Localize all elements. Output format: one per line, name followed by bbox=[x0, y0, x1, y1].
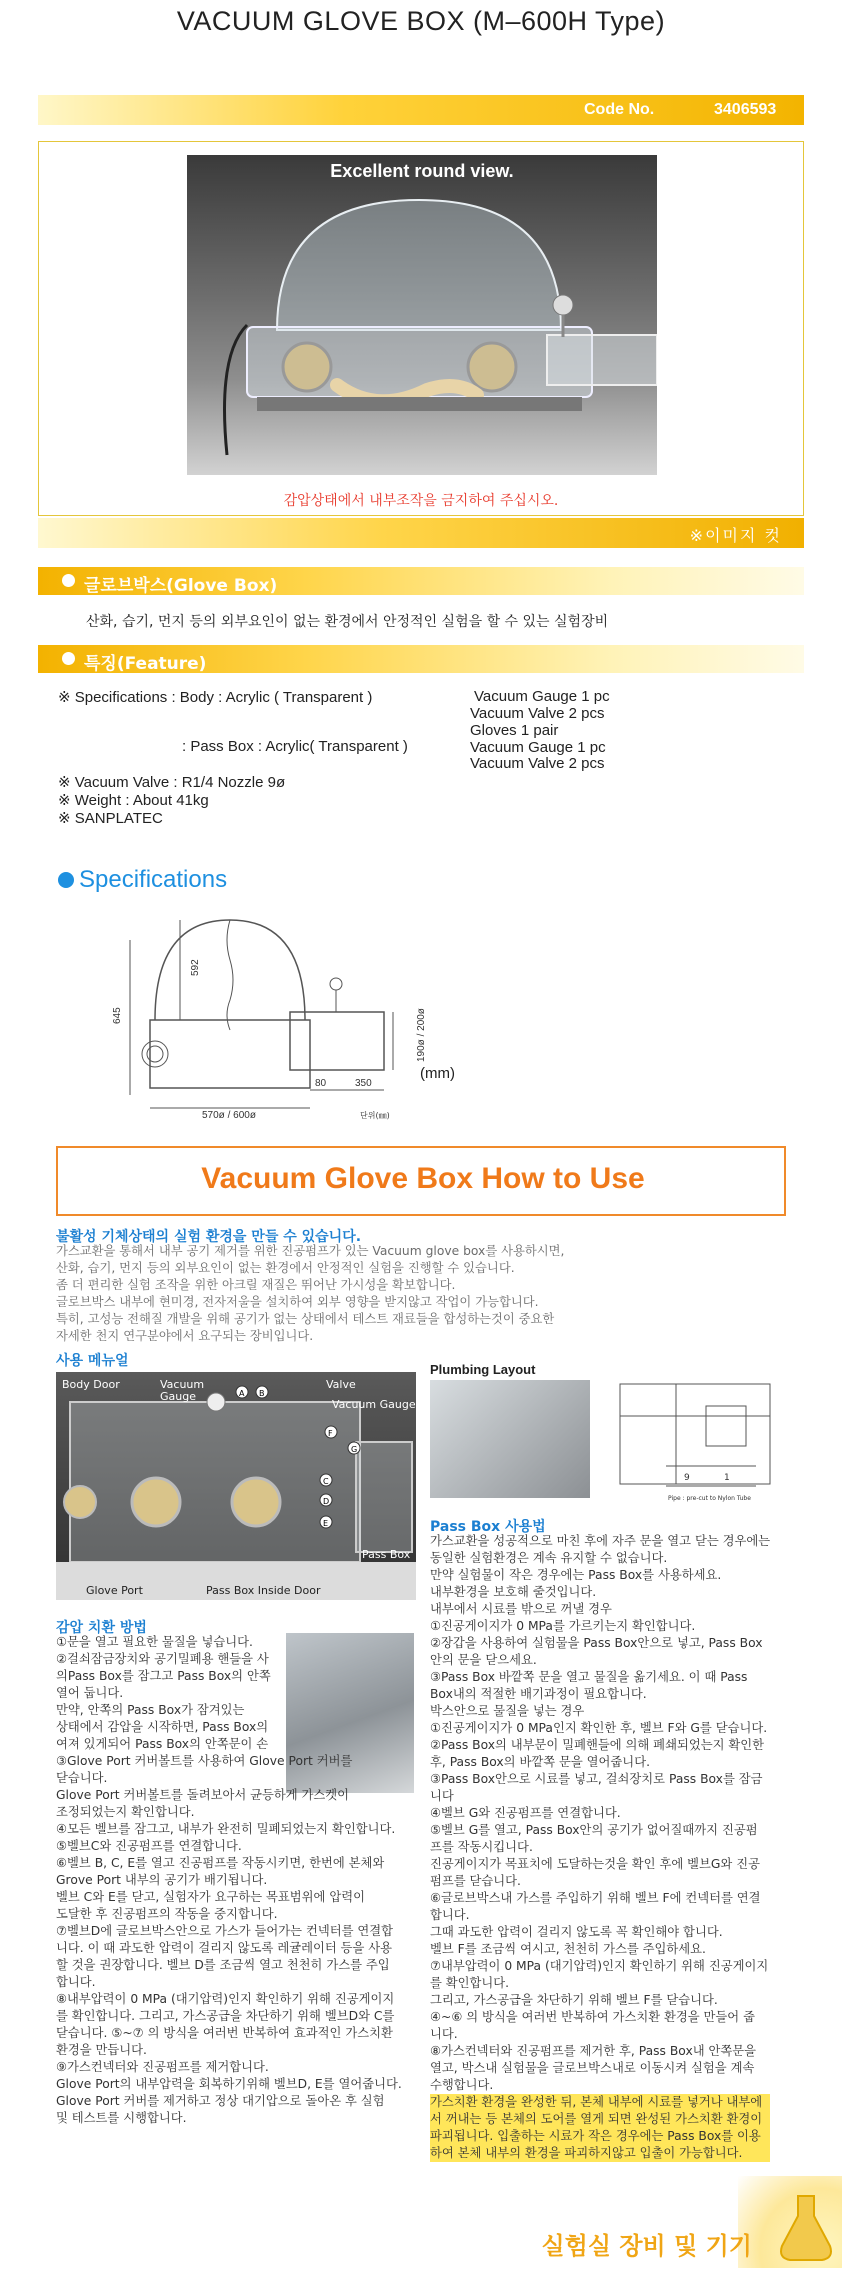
decomp-line: ②걸쇠잠금장치와 공기밀폐용 핸들을 사 bbox=[56, 1652, 269, 1666]
decomp-line: ⑨가스컨넥터와 진공펌프를 제거합니다. bbox=[56, 2060, 269, 2074]
corner-decoration bbox=[738, 2176, 842, 2268]
spec-pass: : Pass Box : Acrylic( Transparent ) bbox=[182, 738, 408, 755]
passbox-line: 수행합니다. bbox=[430, 2078, 494, 2092]
passbox-line: Box내의 적절한 배기과정이 필요합니다. bbox=[430, 1687, 647, 1701]
passbox-line: 후, Pass Box의 바깥쪽 문을 열어줍니다. bbox=[430, 1755, 650, 1769]
decomp-line: 닫습니다. ⑤~⑦ 의 방식을 여러번 반복하여 효과적인 가스치환 bbox=[56, 2026, 393, 2040]
intro-line: 글로브박스 내부에 현미경, 전자저울을 설치하여 외부 영향을 받지않고 작업이 가능합니다. bbox=[56, 1295, 539, 1309]
product-photo bbox=[187, 155, 657, 475]
spec-weight: ※ Weight : About 41kg bbox=[58, 792, 209, 809]
passbox-line: 서 꺼내는 등 본체의 도어를 열게 되면 완성된 가스치환 환경이 bbox=[430, 2111, 770, 2128]
passbox-line: 그리고, 가스공급을 차단하기 위해 벨브 F를 닫습니다. bbox=[430, 1993, 718, 2007]
passbox-line: ④벨브 G와 진공펌프를 연결합니다. bbox=[430, 1806, 621, 1820]
code-label: Code No. bbox=[584, 101, 655, 118]
intro-text bbox=[56, 1243, 564, 1345]
passbox-line: ⑧가스컨넥터와 진공펌프를 제거한 후, Pass Box내 안쪽문을 bbox=[430, 2044, 757, 2058]
label-pass-box: Pass Box bbox=[362, 1548, 411, 1561]
plumbing-note: Pipe : pre-cut to Nylon Tube bbox=[668, 1495, 751, 1502]
passbox-heading: Pass Box 사용법 bbox=[430, 1519, 546, 1535]
body-item: Vacuum Gauge 1 pc bbox=[474, 688, 610, 705]
passbox-line: ②장갑을 사용하여 실험물을 Pass Box안으로 넣고, Pass Box bbox=[430, 1636, 763, 1650]
passbox-line: 내부환경을 보호해 줄것입니다. bbox=[430, 1585, 597, 1599]
section-bar-feature bbox=[38, 645, 804, 673]
passbox-line: 그때 과도한 압력이 걸리지 않도록 꼭 확인해야 합니다. bbox=[430, 1925, 723, 1939]
intro-heading: 불활성 기체상태의 실험 환경을 만들 수 있습니다. bbox=[56, 1229, 362, 1245]
plumbing-heading: Plumbing Layout bbox=[430, 1362, 536, 1377]
decomp-line: Glove Port 커버를 제거하고 정상 대기압으로 돌아온 후 실험 bbox=[56, 2094, 385, 2108]
passbox-line: 벨브 F를 조금씩 여시고, 천천히 가스를 주입하세요. bbox=[430, 1942, 706, 1956]
passbox-line: 내부에서 시료를 밖으로 꺼낼 경우 bbox=[430, 1602, 612, 1616]
intro-line: 가스교환을 통해서 내부 공기 제거를 위한 진공펌프가 있는 Vacuum glove box를 사용하시면, bbox=[56, 1244, 565, 1258]
usage-heading: 사용 메뉴얼 bbox=[56, 1353, 129, 1369]
plumbing-num: 1 bbox=[724, 1473, 730, 1483]
passbox-line: ①진공게이지가 0 MPa인지 확인한 후, 벨브 F와 G를 닫습니다. bbox=[430, 1721, 768, 1735]
specifications-heading bbox=[58, 866, 227, 894]
passbox-line: 니다. bbox=[430, 2027, 458, 2041]
decomp-line: 상태에서 감압을 시작하면, Pass Box의 bbox=[56, 1720, 269, 1734]
decomp-line: ③Glove Port 커버볼트를 사용하여 Glove Port 커버를 bbox=[56, 1754, 353, 1768]
passbox-line: 파괴됩니다. 입출하는 시료가 작은 경우에는 Pass Box를 이용 bbox=[430, 2128, 770, 2145]
decomp-line: 할 것을 권장합니다. 벨브 D를 조금씩 열고 천천히 가스를 주입 bbox=[56, 1958, 390, 1972]
passbox-line: ④~⑥ 의 방식을 여러번 반복하여 가스치환 환경을 만들어 줍 bbox=[430, 2010, 755, 2024]
valve-letter: A bbox=[239, 1389, 245, 1398]
decomp-line: 열어 둡니다. bbox=[56, 1686, 124, 1700]
dim-dome: 592 bbox=[190, 959, 201, 976]
dim-height: 645 bbox=[112, 1007, 123, 1024]
footer-text: 실험실 장비 및 기기 bbox=[541, 2232, 752, 2260]
decomp-line: 벨브 C와 E를 닫고, 실험자가 요구하는 목표범위에 압력이 bbox=[56, 1890, 365, 1904]
label-vacuum-gauge: Vacuum Gauge bbox=[332, 1398, 416, 1411]
body-item: Gloves 1 pair bbox=[470, 722, 559, 739]
passbox-line: 를 확인합니다. bbox=[430, 1976, 510, 1990]
passbox-line: 안의 문을 닫으세요. bbox=[430, 1653, 537, 1667]
label-valve: Valve bbox=[326, 1378, 356, 1391]
valve-letter: E bbox=[323, 1519, 329, 1528]
valve-letter: B bbox=[259, 1389, 265, 1398]
valve-letter: D bbox=[323, 1497, 330, 1506]
passbox-line: 하여 본체 내부의 환경을 파괴하지않고 입출이 가능합니다. bbox=[430, 2145, 770, 2162]
howto-title-box bbox=[56, 1146, 786, 1216]
decomp-line: ①문을 열고 필요한 물질을 넣습니다. bbox=[56, 1635, 253, 1649]
dim-350: 350 bbox=[355, 1078, 372, 1089]
plumbing-diagram bbox=[606, 1376, 806, 1506]
passbox-line: ⑦내부압력이 0 MPa (대기압력)인지 확인하기 위해 진공게이지 bbox=[430, 1959, 769, 1973]
decomp-line: 환경을 만듭니다. bbox=[56, 2043, 147, 2057]
passbox-line: 동일한 실험환경은 계속 유지할 수 없습니다. bbox=[430, 1551, 668, 1565]
usage-photo bbox=[56, 1372, 416, 1600]
decomp-heading: 감압 치환 방법 bbox=[56, 1620, 147, 1636]
image-note: ※이미지 컷 bbox=[689, 526, 782, 545]
label-body-door: Body Door bbox=[62, 1378, 120, 1391]
decomp-steps bbox=[56, 1634, 402, 2127]
glovebox-illustration bbox=[187, 155, 657, 475]
valve-letter: G bbox=[351, 1445, 358, 1454]
spec-body: ※ Specifications : Body : Acrylic ( Transparent ) bbox=[58, 689, 373, 706]
section-heading-feature: 특징(Feature) bbox=[84, 654, 207, 674]
passbox-line: 프를 작동시킵니다. bbox=[430, 1840, 533, 1854]
intro-line: 산화, 습기, 먼지 등의 외부요인이 없는 환경에서 안정적인 실험을 진행할 수 있습니다. bbox=[56, 1261, 515, 1275]
passbox-line: ②Pass Box의 내부문이 밀폐핸들에 의해 폐쇄되었는지 확인한 bbox=[430, 1738, 765, 1752]
passbox-line: 박스안으로 물질을 넣는 경우 bbox=[430, 1704, 585, 1718]
decomp-line: Glove Port 커버볼트를 돌려보아서 균등하게 가스켓이 bbox=[56, 1788, 350, 1802]
image-note-bar bbox=[38, 518, 804, 548]
warning-text: 감압상태에서 내부조작을 금지하여 주십시오. bbox=[283, 493, 559, 509]
passbox-line: 만약 실험물이 작은 경우에는 Pass Box를 사용하세요. bbox=[430, 1568, 722, 1582]
decomp-line: ④모든 벨브를 잠그고, 내부가 완전히 밀폐되었는지 확인합니다. bbox=[56, 1822, 396, 1836]
intro-line: 특히, 고성능 전해질 개발을 위해 공기가 없는 상태에서 테스트 재료들을 합성하는것이 중요한 bbox=[56, 1312, 555, 1326]
flask-icon bbox=[738, 2176, 842, 2268]
decomp-line: 닫습니다. bbox=[56, 1771, 108, 1785]
valve-letter: F bbox=[328, 1429, 333, 1438]
decomp-line: 여져 있게되어 Pass Box의 안쪽문이 손 bbox=[56, 1737, 269, 1751]
passbox-line: ⑤벨브 G를 열고, Pass Box안의 공기가 없어질때까지 진공펌 bbox=[430, 1823, 758, 1837]
plumbing-num: 9 bbox=[684, 1473, 690, 1483]
dim-pass: 190ø / 200ø bbox=[416, 1008, 427, 1062]
glovebox-description: 산화, 습기, 먼지 등의 외부요인이 없는 환경에서 안정적인 실험을 할 수 있는 실험장비 bbox=[86, 614, 609, 630]
label-gauge: Gauge bbox=[160, 1390, 196, 1403]
passbox-line: ①진공게이지가 0 MPa를 가르키는지 확인합니다. bbox=[430, 1619, 696, 1633]
passbox-line: ③Pass Box 바깥쪽 문을 열고 물질을 옮기세요. 이 때 Pass bbox=[430, 1670, 748, 1684]
bullet-icon bbox=[62, 652, 75, 665]
plumbing-photo bbox=[430, 1380, 590, 1498]
passbox-line: 가스교환을 성공적으로 마친 후에 자주 문을 열고 닫는 경우에는 bbox=[430, 1534, 771, 1548]
label-vacuum: Vacuum bbox=[160, 1378, 205, 1391]
passbox-line: 열고, 박스내 실험물을 글로브박스내로 이동시켜 실험을 계속 bbox=[430, 2061, 755, 2075]
decomp-line: 및 테스트를 시행합니다. bbox=[56, 2111, 187, 2125]
pass-item: Vacuum Gauge 1 pc bbox=[470, 739, 606, 756]
decomp-line: 합니다. bbox=[56, 1975, 96, 1989]
intro-line: 자세한 천지 연구분야에서 요구되는 장비입니다. bbox=[56, 1329, 314, 1343]
unit-kr: 단위(㎜) bbox=[360, 1111, 390, 1120]
spec-maker: ※ SANPLATEC bbox=[58, 810, 163, 827]
decomp-line: ⑤벨브C와 진공펌프를 연결합니다. bbox=[56, 1839, 242, 1853]
decomp-line: 조정되었는지 확인합니다. bbox=[56, 1805, 195, 1819]
decomp-line: 도달한 후 진공펌프의 작동을 중지합니다. bbox=[56, 1907, 278, 1921]
pass-item: Vacuum Valve 2 pcs bbox=[470, 755, 605, 772]
code-bar bbox=[38, 95, 804, 125]
passbox-line: 니다 bbox=[430, 1789, 454, 1803]
passbox-line: 진공게이지가 목표치에 도달하는것을 확인 후에 벨브G와 진공 bbox=[430, 1857, 760, 1871]
dimension-drawing bbox=[110, 900, 470, 1120]
label-glove-port: Glove Port bbox=[86, 1584, 143, 1597]
unit-mm: (mm) bbox=[420, 1065, 455, 1082]
decomp-line: Grove Port 내부의 공기가 배기됩니다. bbox=[56, 1873, 268, 1887]
passbox-line: ⑥글로브박스내 가스를 주입하기 위해 벨브 F에 컨넥터를 연결 bbox=[430, 1891, 761, 1905]
bullet-icon bbox=[62, 574, 75, 587]
spec-vacuum-valve: ※ Vacuum Valve : R1/4 Nozzle 9ø bbox=[58, 774, 286, 791]
passbox-line: 펌프를 닫습니다. bbox=[430, 1874, 521, 1888]
passbox-steps bbox=[430, 1533, 770, 2162]
decomp-line: 만약, 안쪽의 Pass Box가 잠겨있는 bbox=[56, 1703, 245, 1717]
howto-title: Vacuum Glove Box How to Use bbox=[201, 1162, 645, 1195]
decomp-line: ⑥벨브 B, C, E를 열고 진공펌프를 작동시키면, 한번에 본체와 bbox=[56, 1856, 385, 1870]
decomp-line: 니다. 이 때 과도한 압력이 걸리지 않도록 레귤레이터 등을 사용 bbox=[56, 1941, 393, 1955]
passbox-line: ③Pass Box안으로 시료를 넣고, 걸쇠장치로 Pass Box를 잠금 bbox=[430, 1772, 763, 1786]
body-item: Vacuum Valve 2 pcs bbox=[470, 705, 605, 722]
bullet-icon bbox=[58, 872, 74, 888]
specifications-heading-text: Specifications bbox=[79, 866, 228, 893]
dim-80: 80 bbox=[315, 1078, 327, 1089]
dim-width: 570ø / 600ø bbox=[202, 1110, 256, 1120]
page-title: VACUUM GLOVE BOX (M–600H Type) bbox=[176, 6, 666, 36]
decomp-line: ⑦벨브D에 글로브박스안으로 가스가 들어가는 컨넥터를 연결합 bbox=[56, 1924, 394, 1938]
passbox-line: 합니다. bbox=[430, 1908, 470, 1922]
valve-letter: C bbox=[323, 1477, 329, 1486]
decomp-line: ⑧내부압력이 0 MPa (대기압력)인지 확인하기 위해 진공게이지 bbox=[56, 1992, 395, 2006]
label-pass-box-inside: Pass Box Inside Door bbox=[206, 1584, 321, 1597]
intro-line: 좀 더 편리한 실험 조작을 위한 아크릴 재질은 뛰어난 가시성을 확보합니다. bbox=[56, 1278, 456, 1292]
decomp-line: Glove Port의 내부압력을 회복하기위해 벨브D, E를 열어줍니다. bbox=[56, 2077, 402, 2091]
passbox-line: 가스치환 환경을 완성한 뒤, 본체 내부에 시료를 넣거나 내부에 bbox=[430, 2094, 770, 2111]
section-heading-glovebox: 글로브박스(Glove Box) bbox=[84, 576, 278, 596]
decomp-line: 의Pass Box를 잠그고 Pass Box의 안쪽 bbox=[56, 1669, 271, 1683]
decomp-line: 를 확인합니다. 그리고, 가스공급을 차단하기 위해 벨브D와 C를 bbox=[56, 2009, 395, 2023]
code-value: 3406593 bbox=[714, 101, 777, 118]
photo-caption: Excellent round view. bbox=[330, 161, 514, 181]
section-bar-glovebox bbox=[38, 567, 804, 595]
